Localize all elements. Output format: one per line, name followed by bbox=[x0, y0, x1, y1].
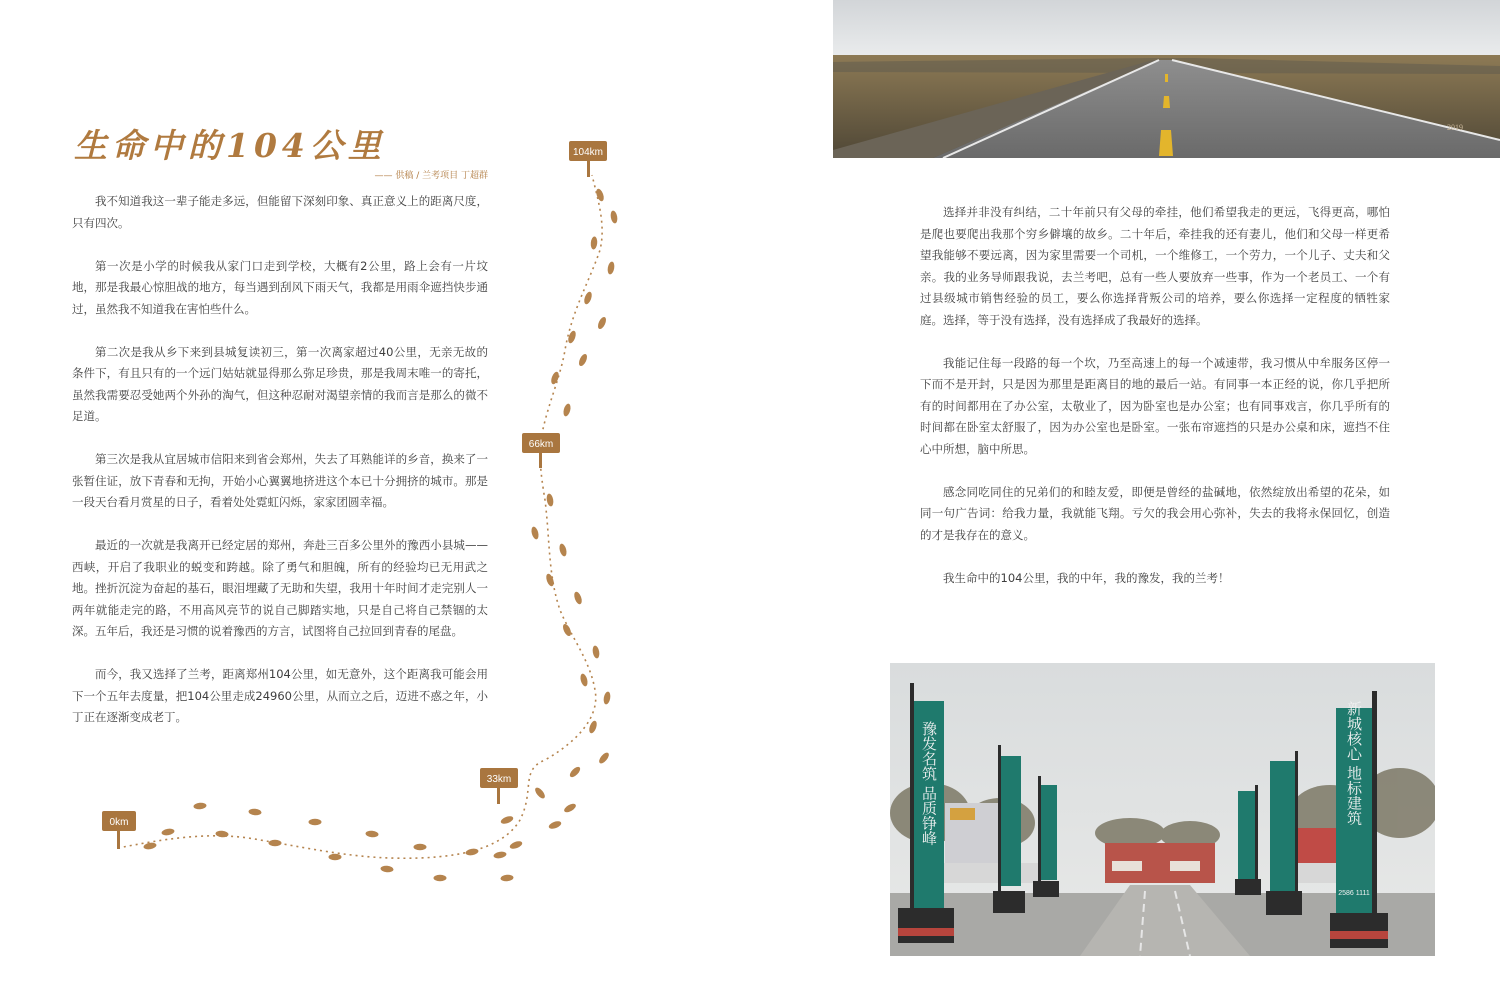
paragraph: 第一次是小学的时候我从家门口走到学校，大概有2公里，路上会有一片坟地，那是我最心惊胆战的地方，每当遇到刮风下雨天气，我都是用雨伞遮挡快步通过，虽然我不知道我在害怕些什么。 bbox=[72, 258, 488, 316]
paragraph: 第三次是我从宜居城市信阳来到省会郑州，失去了耳熟能详的乡音，换来了一张暂住证，放下青春和无拘，开始小心翼翼地挤进这个本已十分拥挤的城市。那是一段天台看月赏星的日子，看着处处霓虹闪烁，家家团圆幸福。 bbox=[72, 452, 488, 509]
road-corner-text: 2019 bbox=[1447, 123, 1463, 132]
svg-text:33km: 33km bbox=[486, 774, 512, 785]
footprint-pair bbox=[365, 830, 394, 873]
milestone-sign-104km bbox=[569, 141, 607, 177]
svg-text:0km: 0km bbox=[109, 817, 129, 828]
footprint-pair bbox=[579, 645, 600, 687]
paragraph: 最近的一次就是我离开已经定居的郑州，奔赴三百多公里外的豫西小县城——西峡，开启了我职业的蜕变和跨越。除了勇气和胆魄，所有的经验均已无用武之地。挫折沉淀为奋起的基石，眼泪埋藏了无助和失望，我用十年时间才走完别人一两年就能走完的路，不用高风亮节的说自己脚踏实地，只是自己将自己禁锢的太深。五年后，我还是习惯的说着豫西的方言，试图将自己拉回到青春的尾盘。 bbox=[72, 538, 488, 638]
svg-text:新城核心 地标建筑: 新城核心 地标建筑 bbox=[1345, 700, 1363, 826]
banner-right-small bbox=[1235, 785, 1261, 895]
footprint-pair bbox=[567, 330, 589, 367]
project-entrance-photo bbox=[890, 663, 1435, 956]
dotted-trail bbox=[118, 175, 602, 858]
paragraph: 第二次是我从乡下来到县城复读初三，第一次离家超过40公里，无亲无故的条件下，有且只有的一个远门姑姑就显得那么弥足珍贵，那是我周末唯一的寄托，虽然我需要忍受她两个外孙的淘气，但这种忍耐对渴望亲情的我而言是那么的微不足道。 bbox=[72, 344, 488, 423]
milestone-sign-66km bbox=[522, 433, 560, 468]
svg-text:104km: 104km bbox=[572, 147, 604, 158]
milestone-sign-0km bbox=[102, 811, 136, 849]
footprint-pair bbox=[583, 291, 608, 330]
article-title: 生命中的104公里 bbox=[74, 126, 386, 165]
article-byline: —— 供稿 / 兰考项目 丁超群 bbox=[374, 171, 488, 181]
paragraph: 我生命中的104公里，我的中年，我的豫发，我的兰考！ bbox=[943, 570, 1230, 585]
milestone-sign-33km bbox=[480, 768, 518, 804]
footprint-pair bbox=[530, 493, 554, 540]
footprint-pair bbox=[588, 691, 612, 734]
footprint-pair bbox=[590, 236, 615, 275]
footprint-pair bbox=[248, 808, 281, 846]
footprint-pair bbox=[545, 543, 568, 587]
footprint-pair bbox=[568, 751, 610, 779]
road-photo bbox=[833, 0, 1500, 158]
svg-text:豫发名筑 品质铮峰: 豫发名筑 品质铮峰 bbox=[920, 720, 938, 846]
footprint-pair bbox=[561, 591, 583, 637]
svg-text:2586 1111: 2586 1111 bbox=[1338, 890, 1370, 897]
footprint-pair bbox=[414, 844, 447, 881]
footprints bbox=[143, 188, 618, 882]
article-body-right bbox=[920, 202, 1390, 611]
footprint-pair bbox=[493, 840, 523, 860]
footprint-pair bbox=[533, 786, 577, 814]
footprint-pair bbox=[595, 188, 619, 224]
footprint-pair bbox=[309, 819, 342, 860]
paragraph: 选择并非没有纠结，二十年前只有父母的牵挂，他们希望我走的更远，飞得更高，哪怕是爬也要爬出我那个穷乡僻壤的故乡。二十年后，牵挂我的还有妻儿，他们和父母一样更希望我能够不要远离，因为家里需要一个司机，一个维修工，一个劳力，一个儿子、丈夫和父亲。我的业务导师跟我说，去兰考吧，总有一些人要放弃一些事，作为一个老员工、一个有过县级城市销售经验的员工，要么你选择背叛公司的培养，要么你选择一定程度的牺牲家庭。选择，等于没有选择，没有选择成了我最好的选择。 bbox=[920, 205, 1390, 327]
footprint-pair bbox=[465, 848, 514, 882]
banner-right-mid bbox=[1266, 751, 1302, 915]
paragraph: 感念同吃同住的兄弟们的和睦友爱，即便是曾经的盐碱地，依然绽放出希望的花朵，如同一句广告词：给我力量，我就能飞翔。亏欠的我会用心弥补，失去的我将永保回忆，创造的才是我存在的意义。 bbox=[920, 484, 1390, 542]
footprint-pair bbox=[500, 815, 562, 830]
paragraph: 我不知道我这一辈子能走多远，但能留下深刻印象、真正意义上的距离尺度，只有四次。 bbox=[72, 194, 488, 230]
paragraph: 我能记住每一段路的每一个坎，乃至高速上的每一个减速带，我习惯从中牟服务区停一下而不是开封，只是因为那里是距离目的地的最后一站。有同事一本正经的说，你几乎把所有的时间都用在了办公室，太敬业了，因为卧室也是办公室；也有同事戏言，你几乎所有的时间都在卧室太舒服了，因为办公室也是卧室。一张布帘遮挡的只是办公桌和床，遮挡不住心中所想，脑中所思。 bbox=[920, 355, 1390, 456]
footprint-pair bbox=[193, 802, 229, 838]
footprint-pair bbox=[143, 828, 175, 851]
paragraph: 而今，我又选择了兰考，距离郑州104公里，如无意外，这个距离我可能会用下一个五年去度量，把104公里走成24960公里，从而立之后，迈进不惑之年，小丁正在逐渐变成老丁。 bbox=[72, 667, 488, 724]
svg-text:66km: 66km bbox=[528, 439, 554, 450]
